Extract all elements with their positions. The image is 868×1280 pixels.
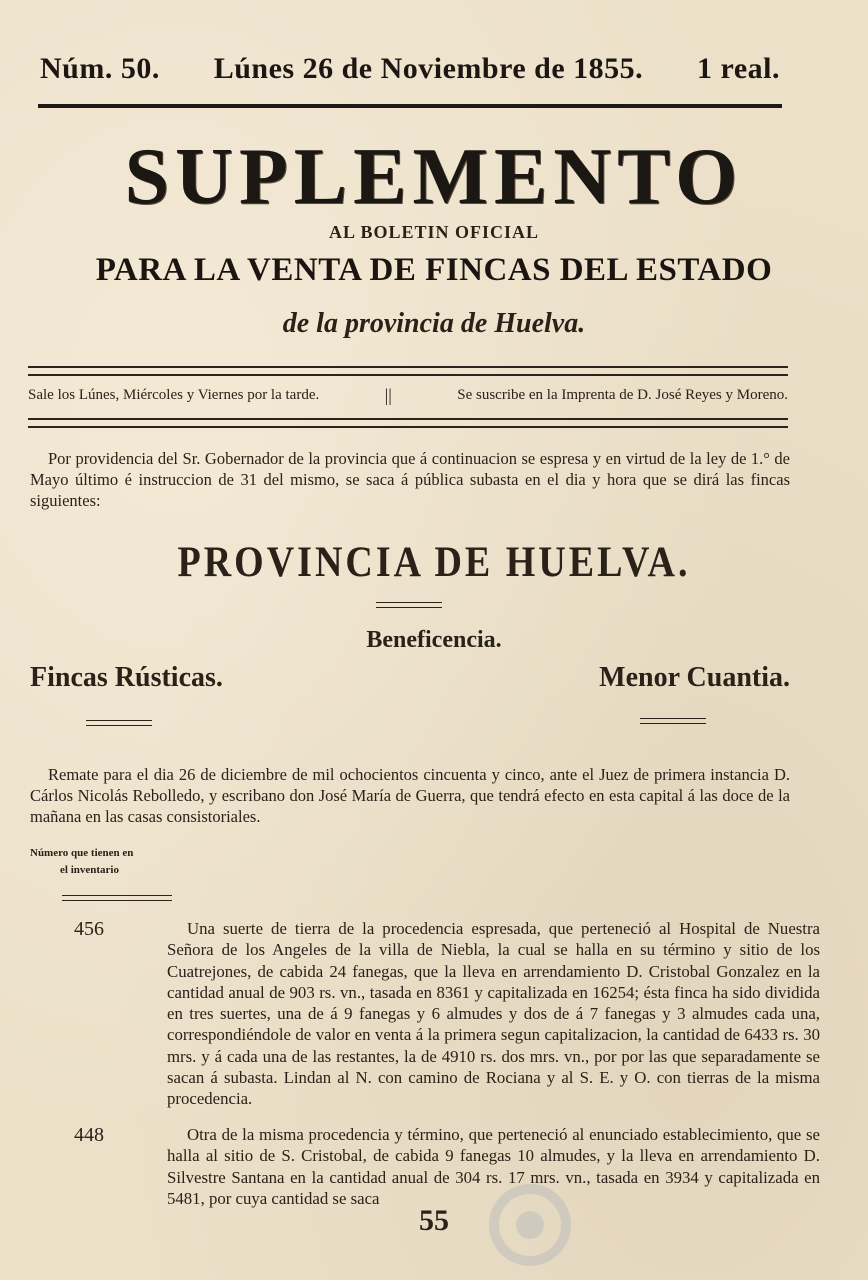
ornamental-rule-bottom	[28, 418, 788, 428]
publication-separator: ||	[384, 385, 392, 405]
province-heading: PROVINCIA DE HUELVA.	[177, 537, 691, 587]
lot-number: 456	[74, 918, 104, 940]
inventory-note-line1: Número que tienen en	[30, 847, 134, 859]
issue-header	[40, 52, 780, 86]
lot-description: Otra de la misma procedencia y término, que perteneció al enunciado establecimiento, que se halla al sitio de S. Cristobal, de cabida 9 fanegas 10 almudes, y la lleva en arrendamiento D. Silvestre Santana en la cantidad anual de 304 rs. 17 mrs. vn., tasada en 3934 y capitalizada en 5481, por cuya cantidad se saca	[167, 1125, 820, 1208]
issue-number: Núm. 50.	[40, 52, 160, 85]
publication-schedule: Sale los Lúnes, Miércoles y Viernes por la tarde.	[28, 387, 320, 403]
inventory-note-line2: el inventario	[60, 864, 119, 876]
lot-number: 448	[74, 1124, 104, 1146]
publication-info	[28, 385, 788, 406]
issue-price: 1 real.	[697, 52, 780, 85]
intro-paragraph: Por providencia del Sr. Gobernador de la provincia que á continuacion se espresa y en virtud de la ley de 1.° de Mayo último é instruccion de 31 del mismo, se saca á pública subasta en el dia y hora que se dirá las fincas siguientes:	[30, 449, 790, 510]
lot-description: Una suerte de tierra de la procedencia espresada, que perteneció al Hospital de Nuestra Señora de los Angeles de la villa de Niebla, la cual se halla en su término y sitio de los Cuatrejones, de cabida 24 fanegas, que la lleva en arrendamiento D. Cristobal Gonzalez en la cantidad anual de 903 rs. vn., tasada en 8361 y capitalizada en 16254; ésta finca ha sido dividida en tres suertes, una de á 9 fanegas y 6 almudes y dos de á 7 fanegas y 3 almudes cada una, correspondiéndole de valor en venta á la primera segun capitalizacion, la cantidad de 6433 rs. 30 mrs. y á cada una de las restantes, la de 4910 rs. dos mrs. vn., por por las que separadamente se sacan á subasta. Lindan al N. con camino de Rociana y al S. E. y O. con tierras de la misma procedencia.	[167, 919, 820, 1109]
inventory-note-rule	[62, 895, 172, 901]
page-number: 55	[419, 1204, 449, 1237]
category-heading: Beneficencia.	[366, 627, 502, 653]
masthead-subtitle: AL BOLETIN OFICIAL	[328, 222, 540, 242]
masthead-title: SUPLEMENTO	[124, 133, 744, 221]
ornamental-rule-top	[28, 366, 788, 376]
archive-watermark-icon	[470, 1180, 800, 1270]
publication-subscription: Se suscribe en la Imprenta de D. José Reyes y Moreno.	[457, 387, 788, 403]
right-heading-rule	[640, 718, 706, 724]
issue-date: Lúnes 26 de Noviembre de 1855.	[213, 52, 644, 85]
right-heading: Menor Cuantia.	[599, 662, 790, 693]
province-rule	[376, 602, 442, 608]
header-rule	[38, 104, 782, 108]
masthead-province: de la provincia de Huelva.	[282, 308, 586, 339]
masthead-purpose: PARA LA VENTA DE FINCAS DEL ESTADO	[95, 252, 773, 288]
left-heading: Fincas Rústicas.	[30, 662, 223, 693]
inventory-note	[30, 845, 190, 879]
left-heading-rule	[86, 720, 152, 726]
remate-paragraph: Remate para el dia 26 de diciembre de mil ochocientos cincuenta y cinco, ante el Juez de primera instancia D. Cárlos Nicolás Rebolledo, y escribano don José María de Guerra, que tendrá efecto en esta capital á las doce de la mañana en las casas consistoriales.	[30, 765, 790, 826]
